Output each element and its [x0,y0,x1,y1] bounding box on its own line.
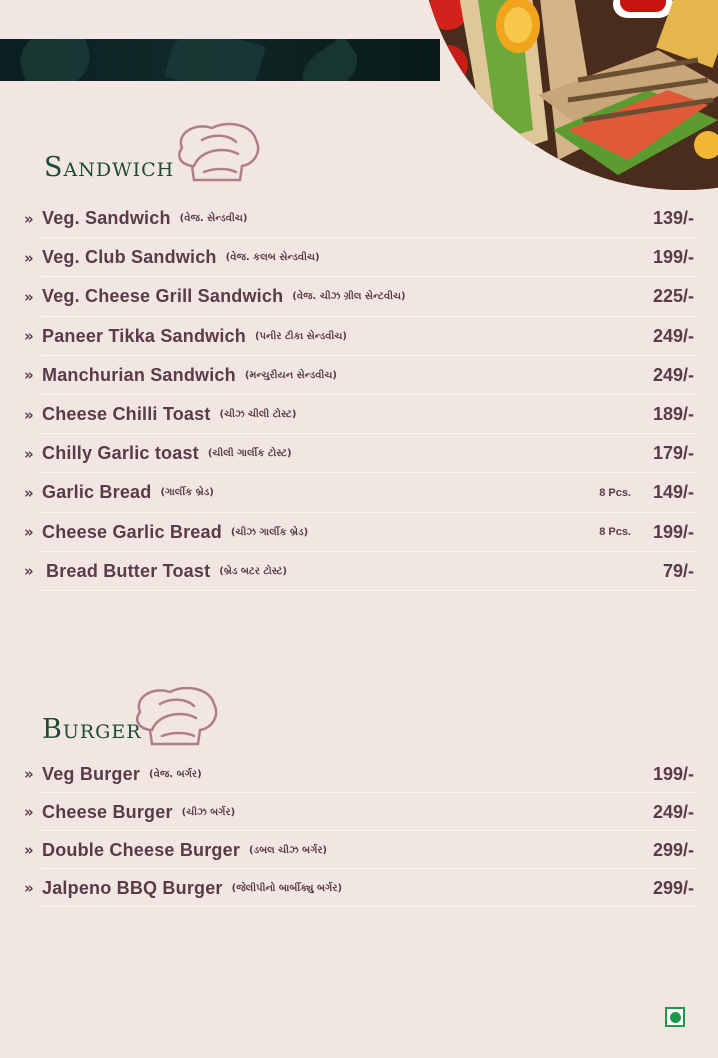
item-local-name: (બ્રેડ બટર ટોસ્ટ) [219,565,288,577]
item-local-name: (ચીઝ બર્ગર) [181,806,236,818]
menu-item [22,552,696,591]
menu-item [22,755,696,793]
item-name: Veg. Cheese Grill Sandwich [42,286,284,307]
item-name: Bread Butter Toast [46,560,211,581]
item-local-name: (પનીર ટીકા સેન્ડવીચ) [254,330,347,342]
sandwich-menu-list [22,199,696,591]
bullet-icon: » [24,327,31,346]
bullet-icon: » [24,405,31,424]
item-local-name: (વેજ. કલબ સેન્ડવીચ) [225,252,320,264]
item-price: 149/- [652,482,694,503]
item-local-name: (ચીઝ ગાર્લીક બ્રેડ) [230,526,309,538]
item-price: 79/- [662,560,694,581]
menu-item [22,473,696,512]
menu-item [22,869,696,907]
item-name: Cheese Chilli Toast [42,404,211,425]
item-price: 199/- [652,521,694,542]
item-local-name: (વેજ. સેન્ડવીચ) [179,213,248,225]
veg-dot [670,1012,681,1023]
item-price: 199/- [652,247,694,268]
menu-item [22,199,696,238]
decorative-banner [0,39,440,81]
item-name: Garlic Bread [42,482,152,503]
item-name: Paneer Tikka Sandwich [42,325,246,346]
menu-item [22,434,696,473]
item-price: 249/- [652,801,694,822]
item-name: Chilly Garlic toast [42,443,199,464]
item-name: Jalpeno BBQ Burger [42,877,223,898]
item-name: Cheese Garlic Bread [42,521,222,542]
item-name: Veg. Sandwich [42,208,171,229]
item-name: Veg. Club Sandwich [42,247,217,268]
menu-item [22,277,696,316]
bullet-icon: » [24,803,31,821]
menu-item [22,317,696,356]
bullet-icon: » [24,523,31,542]
menu-item [22,793,696,831]
item-price: 225/- [652,286,694,307]
bullet-icon: » [24,483,31,502]
section-title-burger: Burger [42,714,142,745]
item-local-name: (ચીઝ ચીલી ટોસ્ટ) [219,409,297,421]
item-price: 249/- [652,325,694,346]
bullet-icon: » [24,879,31,897]
bullet-icon: » [24,765,31,783]
menu-item [22,831,696,869]
item-quantity: 8 Pcs. [599,526,631,539]
bullet-icon: » [24,444,31,463]
item-price: 199/- [652,763,694,784]
chef-hat-icon [172,120,262,186]
item-local-name: (વેજ. ચીઝ ગ્રીલ સેન્ટવીચ) [292,291,406,303]
item-price: 139/- [652,208,694,229]
item-quantity: 8 Pcs. [599,486,631,499]
veg-mark-icon [665,1007,685,1027]
menu-item [22,238,696,277]
item-local-name: (વેજ. બર્ગર) [149,768,202,780]
item-name: Cheese Burger [42,801,173,822]
item-local-name: (જેલીપીનો બાર્બીક્યુ બર્ગર) [231,882,343,894]
item-price: 179/- [652,443,694,464]
bullet-icon: » [24,287,31,306]
section-title-sandwich: Sandwich [44,152,175,183]
item-price: 189/- [652,404,694,425]
chef-hat-icon [130,684,220,750]
menu-item [22,356,696,395]
item-name: Double Cheese Burger [42,839,241,860]
bullet-icon: » [24,248,31,267]
item-local-name: (ચીલી ગાર્લીક ટોસ્ટ) [207,448,292,460]
bullet-icon: » [24,562,31,581]
bullet-icon: » [24,841,31,859]
menu-item [22,395,696,434]
item-local-name: (ડબલ ચીઝ બર્ગર) [249,844,328,856]
menu-item [22,513,696,552]
bullet-icon: » [24,366,31,385]
bullet-icon: » [24,209,31,228]
sandwich-photo [418,0,718,190]
item-price: 249/- [652,364,694,385]
item-price: 299/- [652,877,694,898]
item-name: Manchurian Sandwich [42,364,236,385]
item-local-name: (મન્ચુરીયન સેન્ડવીચ) [244,369,337,381]
burger-menu-list [22,755,696,907]
item-local-name: (ગાર્લીક બ્રેડ) [160,487,214,499]
item-price: 299/- [652,839,694,860]
item-name: Veg Burger [42,763,141,784]
